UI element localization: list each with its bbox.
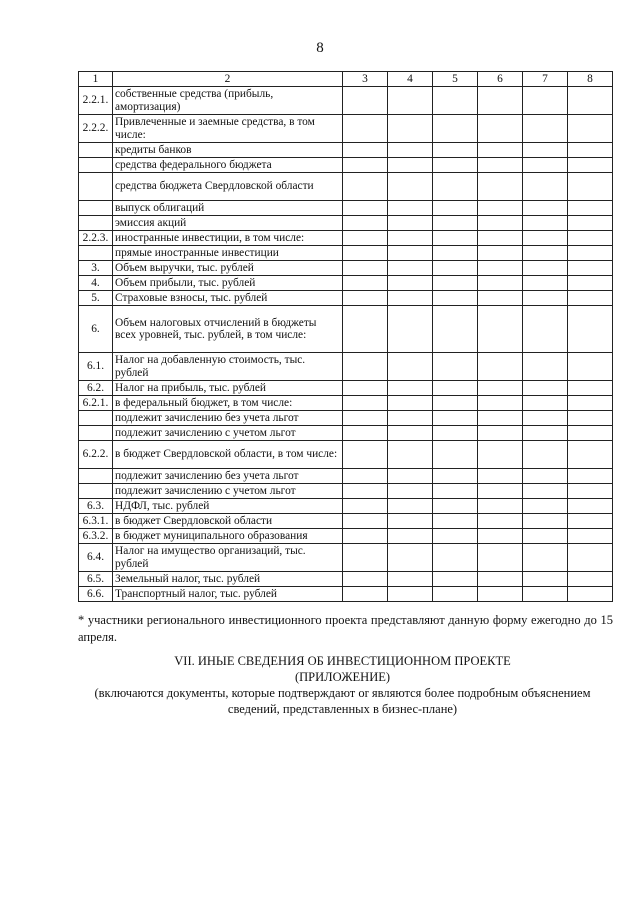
value-cell — [388, 246, 433, 261]
value-cell — [478, 499, 523, 514]
table-row — [79, 231, 613, 246]
value-cell — [343, 158, 388, 173]
section-vii — [70, 653, 615, 717]
value-cell — [343, 529, 388, 544]
value-cell — [433, 306, 478, 353]
value-cell — [523, 158, 568, 173]
value-cell — [568, 353, 613, 381]
row-number: 6.2.2. — [79, 441, 113, 469]
value-cell — [343, 115, 388, 143]
row-label: Привлеченные и заемные средства, в том числе: — [113, 115, 343, 143]
value-cell — [568, 115, 613, 143]
value-cell — [388, 396, 433, 411]
value-cell — [433, 426, 478, 441]
value-cell — [388, 261, 433, 276]
row-label: прямые иностранные инвестиции — [113, 246, 343, 261]
row-label: подлежит зачислению с учетом льгот — [113, 484, 343, 499]
value-cell — [478, 381, 523, 396]
column-header: 4 — [388, 72, 433, 87]
value-cell — [343, 143, 388, 158]
table-row — [79, 276, 613, 291]
value-cell — [433, 572, 478, 587]
section-note: (включаются документы, которые подтверждают or являются более подробным объяснением сведений, представленных в бизнес-плане) — [94, 686, 591, 716]
column-header: 6 — [478, 72, 523, 87]
value-cell — [523, 514, 568, 529]
value-cell — [433, 499, 478, 514]
table-row — [79, 484, 613, 499]
table-body — [79, 87, 613, 602]
value-cell — [433, 469, 478, 484]
row-number — [79, 469, 113, 484]
row-label: подлежит зачислению без учета льгот — [113, 411, 343, 426]
value-cell — [388, 469, 433, 484]
table-row — [79, 544, 613, 572]
value-cell — [388, 411, 433, 426]
value-cell — [523, 441, 568, 469]
value-cell — [478, 246, 523, 261]
section-subtitle: (ПРИЛОЖЕНИЕ) — [294, 670, 391, 684]
value-cell — [478, 261, 523, 276]
value-cell — [568, 499, 613, 514]
value-cell — [523, 529, 568, 544]
value-cell — [568, 261, 613, 276]
value-cell — [343, 173, 388, 201]
section-title: VII. ИНЫЕ СВЕДЕНИЯ ОБ ИНВЕСТИЦИОННОМ ПРОЕКТЕ — [174, 654, 511, 668]
value-cell — [433, 87, 478, 115]
table-row — [79, 411, 613, 426]
value-cell — [523, 484, 568, 499]
value-cell — [523, 544, 568, 572]
row-label: подлежит зачислению без учета льгот — [113, 469, 343, 484]
value-cell — [433, 276, 478, 291]
value-cell — [343, 276, 388, 291]
value-cell — [568, 158, 613, 173]
table-row — [79, 115, 613, 143]
row-label: Транспортный налог, тыс. рублей — [113, 587, 343, 602]
value-cell — [523, 572, 568, 587]
table-row — [79, 261, 613, 276]
value-cell — [433, 544, 478, 572]
value-cell — [478, 143, 523, 158]
value-cell — [478, 514, 523, 529]
value-cell — [433, 216, 478, 231]
value-cell — [388, 143, 433, 158]
value-cell — [433, 143, 478, 158]
value-cell — [478, 411, 523, 426]
value-cell — [433, 441, 478, 469]
row-number: 5. — [79, 291, 113, 306]
value-cell — [343, 396, 388, 411]
row-label: средства федерального бюджета — [113, 158, 343, 173]
value-cell — [388, 572, 433, 587]
value-cell — [568, 143, 613, 158]
table-row — [79, 353, 613, 381]
row-number — [79, 216, 113, 231]
column-header: 1 — [79, 72, 113, 87]
value-cell — [343, 87, 388, 115]
value-cell — [343, 246, 388, 261]
value-cell — [343, 544, 388, 572]
row-label: Земельный налог, тыс. рублей — [113, 572, 343, 587]
row-number: 6.2. — [79, 381, 113, 396]
row-label: выпуск облигаций — [113, 201, 343, 216]
value-cell — [433, 173, 478, 201]
value-cell — [568, 291, 613, 306]
table-header-row — [79, 72, 613, 87]
value-cell — [343, 353, 388, 381]
value-cell — [568, 572, 613, 587]
table-row — [79, 87, 613, 115]
value-cell — [478, 201, 523, 216]
value-cell — [478, 529, 523, 544]
column-header: 3 — [343, 72, 388, 87]
value-cell — [523, 201, 568, 216]
row-number: 6.2.1. — [79, 396, 113, 411]
value-cell — [343, 216, 388, 231]
row-number — [79, 246, 113, 261]
table-row — [79, 469, 613, 484]
value-cell — [388, 231, 433, 246]
value-cell — [388, 353, 433, 381]
row-number: 6.4. — [79, 544, 113, 572]
value-cell — [343, 291, 388, 306]
row-label: Объем выручки, тыс. рублей — [113, 261, 343, 276]
value-cell — [523, 499, 568, 514]
value-cell — [568, 201, 613, 216]
row-number: 2.2.1. — [79, 87, 113, 115]
value-cell — [388, 529, 433, 544]
value-cell — [523, 353, 568, 381]
row-number: 6.3.2. — [79, 529, 113, 544]
value-cell — [523, 87, 568, 115]
value-cell — [568, 276, 613, 291]
value-cell — [433, 261, 478, 276]
table-row — [79, 587, 613, 602]
value-cell — [478, 306, 523, 353]
table-row — [79, 201, 613, 216]
row-number: 6.6. — [79, 587, 113, 602]
value-cell — [478, 469, 523, 484]
row-label: средства бюджета Свердловской области — [113, 173, 343, 201]
value-cell — [523, 115, 568, 143]
value-cell — [388, 158, 433, 173]
value-cell — [523, 291, 568, 306]
value-cell — [568, 381, 613, 396]
value-cell — [523, 396, 568, 411]
value-cell — [478, 544, 523, 572]
row-label: НДФЛ, тыс. рублей — [113, 499, 343, 514]
row-label: Налог на прибыль, тыс. рублей — [113, 381, 343, 396]
value-cell — [388, 514, 433, 529]
table-row — [79, 246, 613, 261]
value-cell — [433, 381, 478, 396]
value-cell — [523, 469, 568, 484]
value-cell — [388, 441, 433, 469]
value-cell — [568, 306, 613, 353]
row-label: иностранные инвестиции, в том числе: — [113, 231, 343, 246]
value-cell — [478, 231, 523, 246]
table-row — [79, 381, 613, 396]
row-number — [79, 411, 113, 426]
table-row — [79, 143, 613, 158]
value-cell — [523, 143, 568, 158]
row-label: Объем прибыли, тыс. рублей — [113, 276, 343, 291]
row-label: эмиссия акций — [113, 216, 343, 231]
column-header: 5 — [433, 72, 478, 87]
row-number: 4. — [79, 276, 113, 291]
value-cell — [568, 87, 613, 115]
table-row — [79, 514, 613, 529]
value-cell — [568, 231, 613, 246]
value-cell — [343, 484, 388, 499]
value-cell — [388, 115, 433, 143]
value-cell — [433, 587, 478, 602]
value-cell — [388, 426, 433, 441]
table-row — [79, 529, 613, 544]
table-row — [79, 426, 613, 441]
column-header: 7 — [523, 72, 568, 87]
value-cell — [343, 587, 388, 602]
value-cell — [343, 469, 388, 484]
value-cell — [388, 306, 433, 353]
value-cell — [343, 231, 388, 246]
row-number: 6. — [79, 306, 113, 353]
value-cell — [433, 115, 478, 143]
row-label: собственные средства (прибыль, амортизация) — [113, 87, 343, 115]
value-cell — [523, 306, 568, 353]
row-number — [79, 426, 113, 441]
row-number: 6.5. — [79, 572, 113, 587]
value-cell — [388, 173, 433, 201]
row-label: в бюджет муниципального образования — [113, 529, 343, 544]
value-cell — [433, 231, 478, 246]
value-cell — [388, 587, 433, 602]
footnote: * участники регионального инвестиционного проекта представляют данную форму ежегодно до 15 апреля. — [78, 613, 613, 644]
value-cell — [568, 484, 613, 499]
row-label: Объем налоговых отчислений в бюджеты всех уровней, тыс. рублей, в том числе: — [113, 306, 343, 353]
value-cell — [478, 291, 523, 306]
value-cell — [478, 216, 523, 231]
row-number: 2.2.2. — [79, 115, 113, 143]
value-cell — [568, 587, 613, 602]
value-cell — [343, 201, 388, 216]
value-cell — [478, 87, 523, 115]
row-number — [79, 201, 113, 216]
value-cell — [523, 411, 568, 426]
value-cell — [523, 276, 568, 291]
value-cell — [433, 396, 478, 411]
row-number: 6.3.1. — [79, 514, 113, 529]
row-label: Налог на добавленную стоимость, тыс. рублей — [113, 353, 343, 381]
value-cell — [343, 441, 388, 469]
row-label: в федеральный бюджет, в том числе: — [113, 396, 343, 411]
value-cell — [388, 276, 433, 291]
value-cell — [433, 484, 478, 499]
table-row — [79, 173, 613, 201]
table-row — [79, 158, 613, 173]
value-cell — [478, 484, 523, 499]
row-label: в бюджет Свердловской области, в том числе: — [113, 441, 343, 469]
value-cell — [388, 381, 433, 396]
value-cell — [478, 276, 523, 291]
table-row — [79, 499, 613, 514]
value-cell — [523, 426, 568, 441]
value-cell — [388, 544, 433, 572]
row-label: подлежит зачислению с учетом льгот — [113, 426, 343, 441]
table-row — [79, 216, 613, 231]
value-cell — [523, 216, 568, 231]
value-cell — [568, 514, 613, 529]
value-cell — [478, 158, 523, 173]
value-cell — [568, 396, 613, 411]
row-number — [79, 158, 113, 173]
value-cell — [568, 469, 613, 484]
value-cell — [568, 544, 613, 572]
value-cell — [568, 441, 613, 469]
value-cell — [478, 173, 523, 201]
table-row — [79, 291, 613, 306]
value-cell — [568, 246, 613, 261]
value-cell — [433, 514, 478, 529]
value-cell — [568, 426, 613, 441]
value-cell — [343, 426, 388, 441]
value-cell — [343, 514, 388, 529]
value-cell — [523, 587, 568, 602]
value-cell — [388, 499, 433, 514]
value-cell — [343, 381, 388, 396]
row-number: 6.1. — [79, 353, 113, 381]
value-cell — [433, 246, 478, 261]
value-cell — [433, 291, 478, 306]
row-label: Страховые взносы, тыс. рублей — [113, 291, 343, 306]
value-cell — [388, 87, 433, 115]
row-label: Налог на имущество организаций, тыс. рублей — [113, 544, 343, 572]
value-cell — [478, 426, 523, 441]
row-number — [79, 173, 113, 201]
value-cell — [343, 261, 388, 276]
value-cell — [343, 306, 388, 353]
value-cell — [568, 411, 613, 426]
table-row — [79, 396, 613, 411]
value-cell — [388, 201, 433, 216]
value-cell — [433, 529, 478, 544]
value-cell — [433, 158, 478, 173]
table-row — [79, 572, 613, 587]
value-cell — [388, 484, 433, 499]
value-cell — [478, 353, 523, 381]
value-cell — [478, 396, 523, 411]
row-number: 6.3. — [79, 499, 113, 514]
value-cell — [523, 231, 568, 246]
value-cell — [433, 201, 478, 216]
value-cell — [478, 441, 523, 469]
value-cell — [523, 261, 568, 276]
row-label: в бюджет Свердловской области — [113, 514, 343, 529]
value-cell — [568, 529, 613, 544]
investment-data-table — [78, 71, 613, 602]
value-cell — [568, 173, 613, 201]
value-cell — [478, 572, 523, 587]
row-label: кредиты банков — [113, 143, 343, 158]
value-cell — [388, 291, 433, 306]
column-header: 8 — [568, 72, 613, 87]
table-row — [79, 441, 613, 469]
row-number: 3. — [79, 261, 113, 276]
value-cell — [478, 587, 523, 602]
value-cell — [343, 572, 388, 587]
value-cell — [343, 499, 388, 514]
page-number: 8 — [316, 40, 324, 56]
value-cell — [523, 381, 568, 396]
row-number — [79, 143, 113, 158]
row-number — [79, 484, 113, 499]
value-cell — [523, 173, 568, 201]
value-cell — [343, 411, 388, 426]
value-cell — [433, 353, 478, 381]
row-number: 2.2.3. — [79, 231, 113, 246]
table-row — [79, 306, 613, 353]
value-cell — [523, 246, 568, 261]
value-cell — [478, 115, 523, 143]
column-header: 2 — [113, 72, 343, 87]
value-cell — [388, 216, 433, 231]
value-cell — [568, 216, 613, 231]
value-cell — [433, 411, 478, 426]
